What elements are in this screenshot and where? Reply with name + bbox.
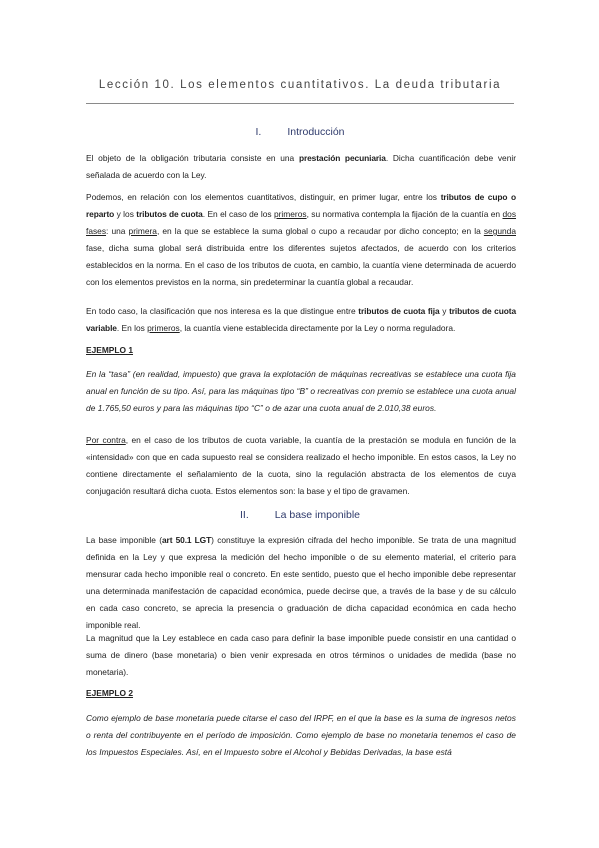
example-2-label: EJEMPLO 2 bbox=[86, 688, 134, 698]
text-run: Podemos, en relación con los elementos cuantitativos, distinguir, en primer lugar, entre los bbox=[86, 192, 441, 202]
text-run: , la cuantía viene establecida directamente por la Ley o norma reguladora. bbox=[179, 323, 456, 333]
paragraph-base-imponible bbox=[86, 532, 516, 634]
paragraph-magnitud: La magnitud que la Ley establece en cada caso para definir la base imponible puede consistir en una cantidad o suma de dinero (base monetaria) o bien venir expresada en otros términos o unidades de medida (base no monetaria). bbox=[86, 633, 516, 677]
bold-term: art 50.1 LGT bbox=[161, 535, 212, 545]
bold-term: tributos de cuota variable bbox=[86, 306, 516, 333]
section-number: II. bbox=[240, 509, 249, 521]
underlined-term: Por contra bbox=[86, 435, 126, 445]
text-run: , en el caso de los tributos de cuota variable, la cuantía de la prestación se modula en función de la «intensidad» con que en cada supuesto real se considera realizado el hecho imponible. En estos casos, la Ley no contiene directamente el señalamiento de la cuota, sino la regulación abstracta de los elementos de cuya conjugación resultará dicha cuota. Estos elementos son: la base y el tipo de gravamen. bbox=[86, 435, 516, 496]
paragraph-cuota-fija-variable bbox=[86, 303, 516, 337]
underlined-term: segunda bbox=[483, 226, 516, 236]
example-2-text: Como ejemplo de base monetaria puede citarse el caso del IRPF, en el que la base es la suma de ingresos netos o renta del contribuyente en el período de imposición. Como ejemplo de base no monetaria tenemos el caso de los Impuestos Especiales. Así, en el Impuesto sobre el Alcohol y Bebidas Derivadas, la base está bbox=[86, 713, 516, 757]
underlined-term: primeros bbox=[273, 209, 307, 219]
section-title: La base imponible bbox=[274, 509, 360, 521]
paragraph-cupo-cuota bbox=[86, 189, 516, 291]
section-title: Introducción bbox=[287, 126, 345, 138]
bold-term: prestación pecuniaria bbox=[298, 153, 386, 163]
paragraph-por-contra bbox=[86, 432, 516, 500]
lesson-title: Lección 10. Los elementos cuantitativos. La deuda tributaria bbox=[98, 79, 502, 91]
text-run: ) constituye la expresión cifrada del hecho imponible. Se trata de una magnitud definida en la Ley y que expresa la medición del hecho imponible o de su elemento material, el criterio para mensurar cada hecho imponible real o concreto. En este sentido, puesto que el hecho imponible debe representar una determinada manifestación de capacidad económica, puede decirse que, a través de la base y de su cálculo en cada caso concreto, se aprecia la presencia o graduación de dicha capacidad económica en cada hecho imponible real. bbox=[86, 535, 516, 630]
title-rule bbox=[86, 103, 514, 104]
bold-term: tributos de cuota bbox=[136, 209, 203, 219]
bold-term: tributos de cuota fija bbox=[358, 306, 440, 316]
section-heading-base-imponible bbox=[86, 509, 514, 521]
text-run: , su normativa contempla la fijación de la cuantía en bbox=[306, 209, 503, 219]
underlined-term: dos fases bbox=[86, 209, 517, 236]
text-run: . En los bbox=[116, 323, 148, 333]
text-run: y los bbox=[114, 209, 137, 219]
paragraph-objeto bbox=[86, 150, 516, 184]
bold-term: tributos de cupo o reparto bbox=[86, 192, 517, 219]
underlined-term: primeros bbox=[147, 323, 180, 333]
text-run: fase, dicha suma global será distribuida entre los diferentes sujetos afectados, de acuerdo con los criterios establecidos en la norma. En el caso de los tributos de cuota, en cambio, la cuantía viene determinada de acuerdo con los elementos previstos en la norma, sin predeterminar la cuantía global a recaudar. bbox=[86, 243, 516, 287]
text-run: , en la que se establece la suma global o cupo a recaudar por dicho concepto; en la bbox=[156, 226, 484, 236]
text-run: . En el caso de los bbox=[202, 209, 274, 219]
text-run: : una bbox=[106, 226, 129, 236]
text-run: En todo caso, la clasificación que nos interesa es la que distingue entre bbox=[86, 306, 359, 316]
section-heading-introduccion bbox=[86, 126, 514, 138]
text-run: El objeto de la obligación tributaria consiste en una bbox=[86, 153, 299, 163]
underlined-term: primera bbox=[128, 226, 157, 236]
example-1-text: En la “tasa” (en realidad, impuesto) que grava la explotación de máquinas recreativas se establece una cuota fija anual en función de su tipo. Así, para las máquinas tipo “B” o recreativas con premio se establece una cuota anual de 1.765,50 euros y para las máquinas tipo “C” o de azar una cuota anual de 2.010,38 euros. bbox=[86, 369, 516, 413]
text-run: La base imponible ( bbox=[86, 535, 162, 545]
section-number: I. bbox=[255, 126, 262, 138]
text-run: . Dicha cuantificación debe venir señalada de acuerdo con la Ley. bbox=[86, 153, 516, 180]
example-1-label: EJEMPLO 1 bbox=[86, 345, 134, 355]
text-run: y bbox=[439, 306, 450, 316]
